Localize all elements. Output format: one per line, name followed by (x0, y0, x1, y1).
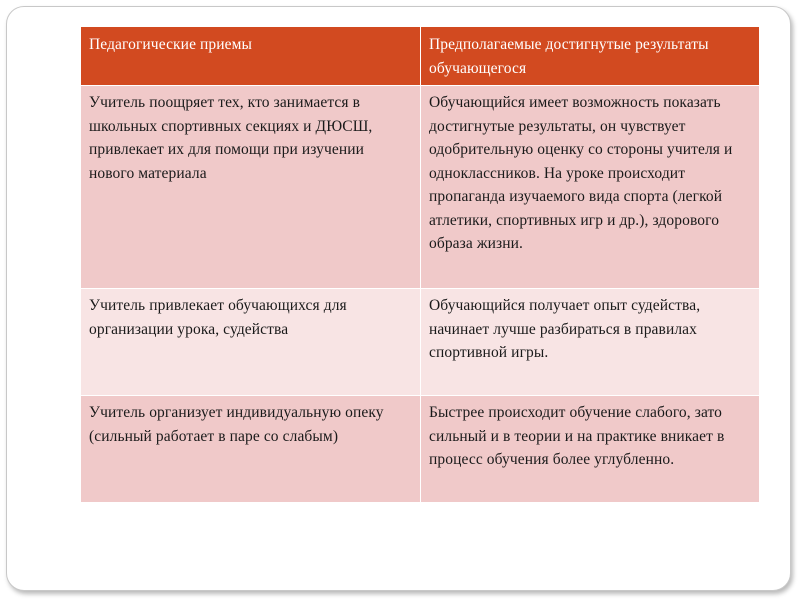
result-cell: Быстрее происходит обучение слабого, зато сильный и в теории и на практике вникает в процесс обучения более углубленно. (421, 396, 760, 503)
header-results: Предполагаемые достигнутые результаты обучающегося (421, 27, 760, 86)
table-row (81, 289, 760, 396)
technique-cell: Учитель привлекает обучающихся для организации урока, судейства (81, 289, 421, 396)
result-cell: Обучающийся получает опыт судейства, начинает лучше разбираться в правилах спортивной игры. (421, 289, 760, 396)
technique-cell: Учитель поощряет тех, кто занимается в школьных спортивных секциях и ДЮСШ, привлекает их для помощи при изучении нового материала (81, 86, 421, 289)
technique-cell: Учитель организует индивидуальную опеку (сильный работает в паре со слабым) (81, 396, 421, 503)
result-cell: Обучающийся имеет возможность показать достигнутые результаты, он чувствует одобрительную оценку со стороны учителя и одноклассников. На уроке происходит пропаганда изучаемого вида спорта (легкой атлетики, спортивных игр и др.), здорового образа жизни. (421, 86, 760, 289)
table-header-row (81, 27, 760, 86)
techniques-results-table (80, 26, 760, 503)
header-techniques: Педагогические приемы (81, 27, 421, 86)
table-row (81, 86, 760, 289)
table-row (81, 396, 760, 503)
